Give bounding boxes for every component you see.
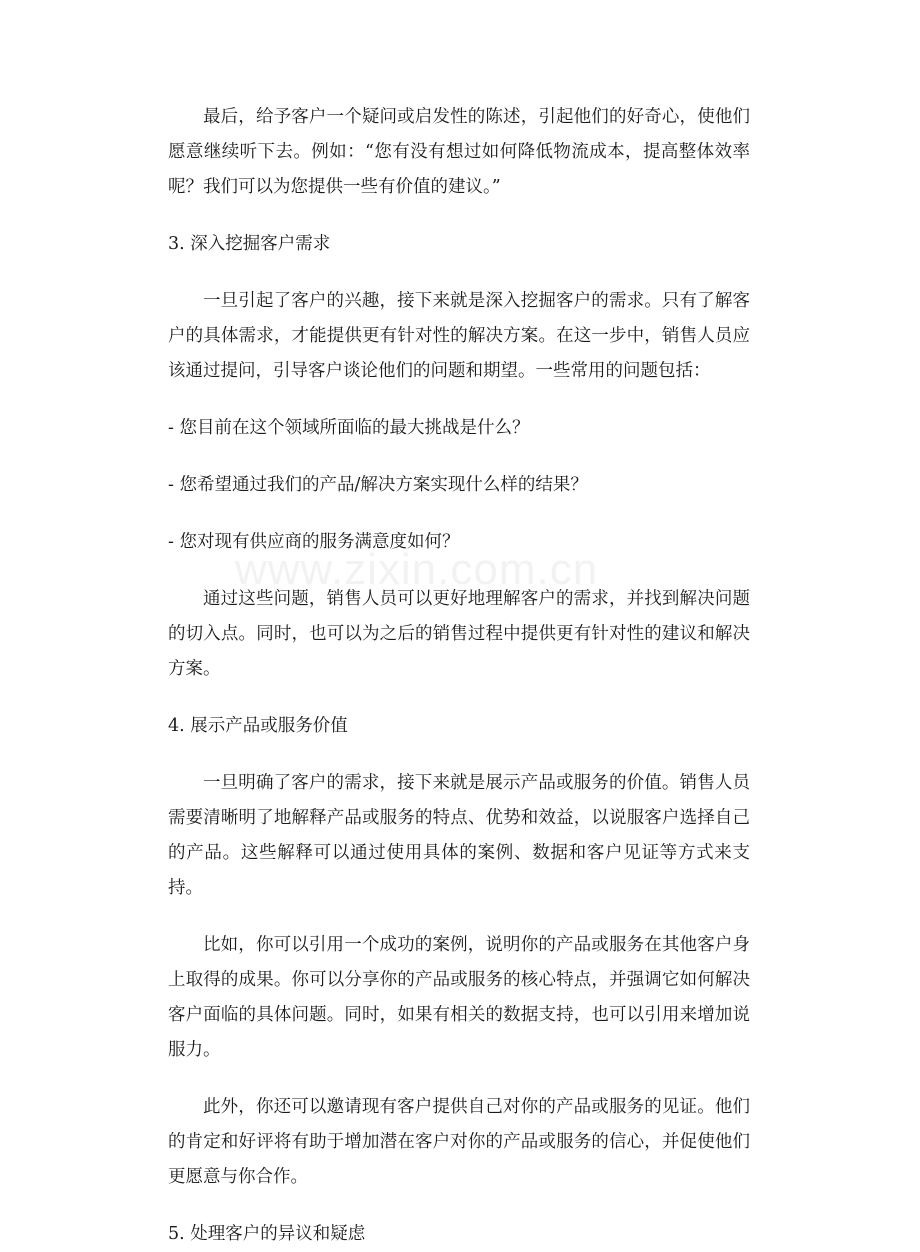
- paragraph-understand-needs: 通过这些问题，销售人员可以更好地理解客户的需求，并找到解决问题的切入点。同时，也可以为之后的销售过程中提供更有针对性的建议和解决方案。: [168, 589, 750, 679]
- document-body: [168, 100, 750, 1252]
- paragraph-intro-conclusion: 最后，给予客户一个疑问或启发性的陈述，引起他们的好奇心，使他们愿意继续听下去。例如：“您有没有想过如何降低物流成本，提高整体效率呢？我们可以为您提供一些有价值的建议。”: [168, 107, 750, 197]
- paragraph-case-example: 比如，你可以引用一个成功的案例，说明你的产品或服务在其他客户身上取得的成果。你可以分享你的产品或服务的核心特点，并强调它如何解决客户面临的具体问题。同时，如果有相关的数据支持，也可以引用来增加说服力。: [168, 935, 750, 1060]
- paragraph-dig-needs: 一旦引起了客户的兴趣，接下来就是深入挖掘客户的需求。只有了解客户的具体需求，才能提供更有针对性的解决方案。在这一步中，销售人员应该通过提问，引导客户谈论他们的问题和期望。一些常用的问题包括：: [168, 291, 750, 381]
- question-item-2: - 您希望通过我们的产品/解决方案实现什么样的结果？: [168, 475, 588, 495]
- section-heading-4: 4. 展示产品或服务价值: [168, 716, 348, 736]
- question-item-3: - 您对现有供应商的服务满意度如何？: [168, 532, 460, 552]
- paragraph-show-value: 一旦明确了客户的需求，接下来就是展示产品或服务的价值。销售人员需要清晰明了地解释产品或服务的特点、优势和效益，以说服客户选择自己的产品。这些解释可以通过使用具体的案例、数据和客户见证等方式来支持。: [168, 773, 750, 898]
- section-heading-5: 5. 处理客户的异议和疑虑: [168, 1224, 366, 1244]
- section-heading-3: 3. 深入挖掘客户需求: [168, 234, 331, 254]
- watermark: www.zixin.com.cn: [235, 545, 599, 594]
- question-item-1: - 您目前在这个领域所面临的最大挑战是什么？: [168, 418, 530, 438]
- paragraph-testimonials: 此外，你还可以邀请现有客户提供自己对你的产品或服务的见证。他们的肯定和好评将有助于增加潜在客户对你的产品或服务的信心，并促使他们更愿意与你合作。: [168, 1097, 750, 1187]
